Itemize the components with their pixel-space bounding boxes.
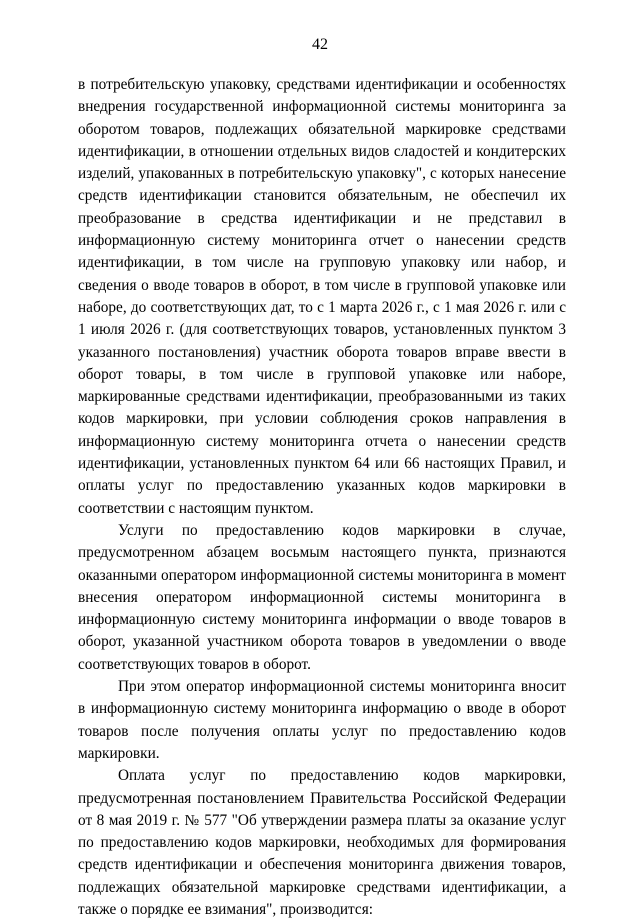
- document-body: [78, 74, 566, 921]
- page-number: 42: [312, 36, 328, 53]
- paragraph-operator-entry: При этом оператор информационной системы мониторинга вносит в информационную систему мониторинга информацию о вводе в оборот товаров после получения оплаты услуг по предоставлению кодов маркировки.: [78, 678, 566, 762]
- paragraph-services-rendered: Услуги по предоставлению кодов маркировки в случае, предусмотренном абзацем восьмым настоящего пункта, признаются оказанными оператором информационной системы мониторинга в момент внесения оператором информационной системы мониторинга в информационную систему мониторинга информации о вводе товаров в оборот, указанной участником оборота товаров в уведомлении о вводе соответствующих товаров в оборот.: [78, 521, 566, 673]
- paragraph-payment: Оплата услуг по предоставлению кодов маркировки, предусмотренная постановлением Правительства Российской Федерации от 8 мая 2019 г. № 577 "Об утверждении размера платы за оказание услуг по предоставлению кодов маркировки, необходимых для формирования средств идентификации и обеспечения мониторинга движения товаров, подлежащих обязательной маркировке средствами идентификации, а также о порядке ее взимания", производится:: [78, 767, 566, 918]
- paragraph-continuation: в потребительскую упаковку, средствами идентификации и особенностях внедрения государственной информационной системы мониторинга за оборотом товаров, подлежащих обязательной маркировке средствами идентификации, в отношении отдельных видов сладостей и кондитерских изделий, упакованных в потребительскую упаковку", с которых нанесение средств идентификации становится обязательным, не обеспечил их преобразование в средства идентификации и не представил в информационную систему мониторинга отчет о нанесении средств идентификации, в том числе на групповую упаковку или набор, и сведения о вводе товаров в оборот, в том числе в групповой упаковке или наборе, до соответствующих дат, то с 1 марта 2026 г., с 1 мая 2026 г. или с 1 июля 2026 г. (для соответствующих товаров, установленных пунктом 3 указанного постановления) участник оборота товаров вправе ввести в оборот товары, в том числе в групповой упаковке или наборе, маркированные средствами идентификации, преобразованными из таких кодов маркировки, при условии соблюдения сроков направления в информационную систему мониторинга отчета о нанесении средств идентификации, установленных пунктом 64 или 66 настоящих Правил, и оплаты услуг по предоставлению указанных кодов маркировки в соответствии с настоящим пунктом.: [78, 76, 566, 517]
